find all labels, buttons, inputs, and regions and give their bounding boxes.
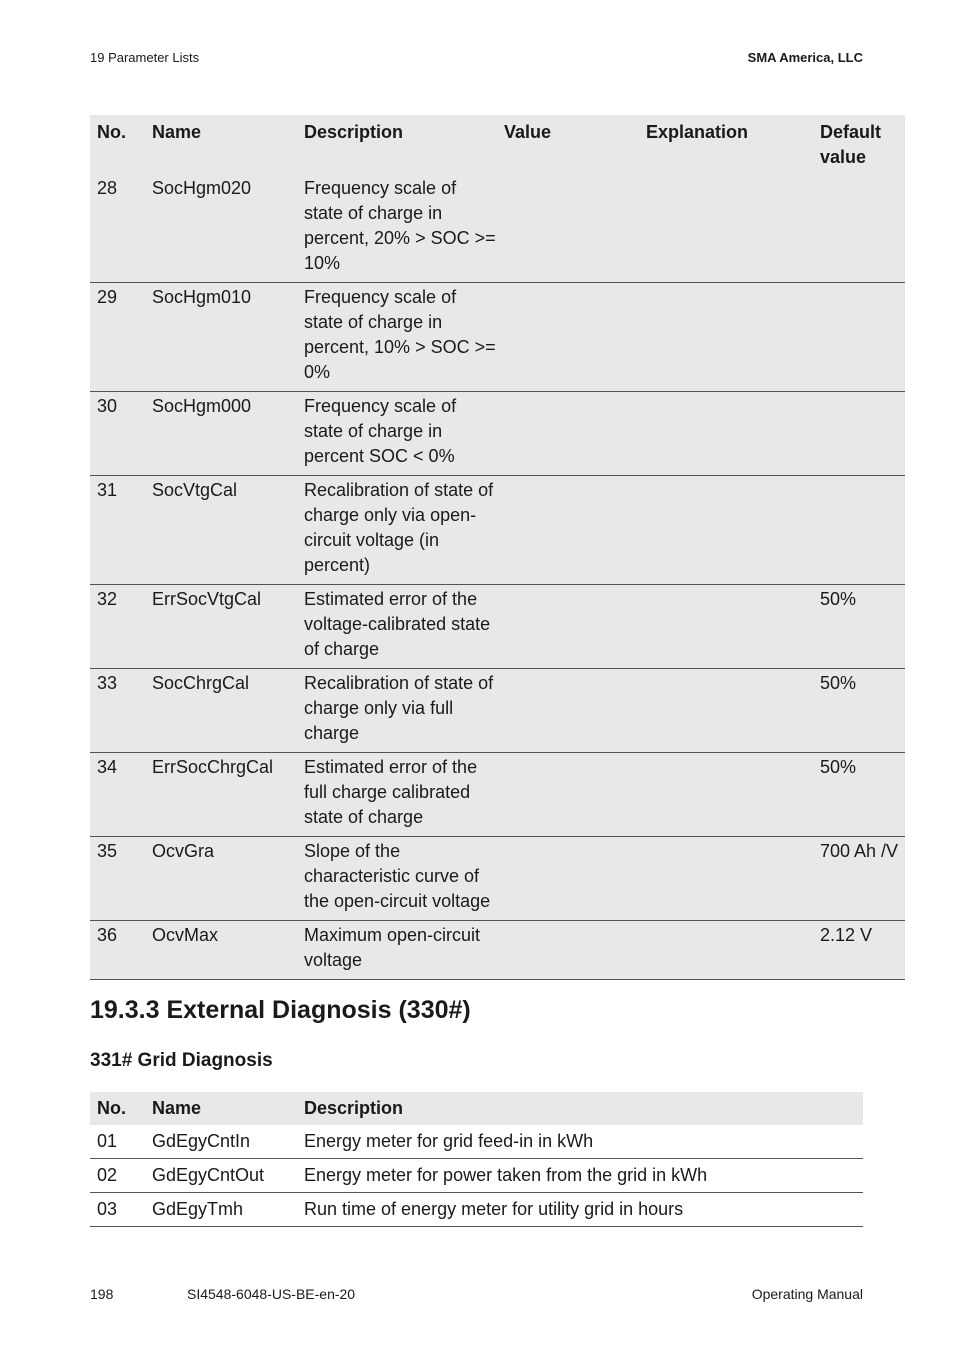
cell-name: ErrSocVtgCal	[145, 585, 297, 669]
header-chapter: 19 Parameter Lists	[90, 50, 200, 65]
table-row	[90, 837, 905, 921]
cell-default: 50%	[813, 669, 905, 753]
cell-value	[497, 476, 639, 585]
cell-description: Estimated error of the voltage-calibrated state of charge	[297, 585, 497, 669]
cell-no: 01	[90, 1125, 145, 1159]
cell-no: 30	[90, 392, 145, 476]
cell-no: 32	[90, 585, 145, 669]
table-header-row	[90, 1092, 863, 1125]
cell-description: Run time of energy meter for utility grid in hours	[297, 1193, 863, 1227]
cell-default	[813, 283, 905, 392]
cell-description: Frequency scale of state of charge in percent, 10% > SOC >= 0%	[297, 283, 497, 392]
cell-name: SocHgm020	[145, 176, 297, 283]
cell-description: Recalibration of state of charge only via full charge	[297, 669, 497, 753]
cell-default: 50%	[813, 753, 905, 837]
cell-name: GdEgyTmh	[145, 1193, 297, 1227]
cell-explanation	[639, 283, 813, 392]
cell-no: 36	[90, 921, 145, 980]
col-header-value: Value	[504, 122, 552, 142]
cell-no: 02	[90, 1159, 145, 1193]
table-row	[90, 921, 905, 980]
table-row	[90, 176, 905, 283]
table-row	[90, 753, 905, 837]
cell-explanation	[639, 176, 813, 283]
footer-manual-title: Operating Manual	[751, 1286, 863, 1302]
table-row	[90, 1125, 863, 1159]
cell-description: Estimated error of the full charge calibrated state of charge	[297, 753, 497, 837]
grid-diagnosis-table	[90, 1092, 863, 1227]
cell-name: SocHgm010	[145, 283, 297, 392]
cell-value	[497, 585, 639, 669]
cell-explanation	[639, 585, 813, 669]
cell-default	[813, 392, 905, 476]
grid-table-body	[90, 1125, 863, 1227]
header-company: SMA America, LLC	[747, 50, 863, 65]
cell-no: 34	[90, 753, 145, 837]
col-header-description: Description	[304, 122, 404, 142]
col-header-explanation: Explanation	[646, 122, 749, 142]
footer-document-id: SI4548-6048-US-BE-en-20	[187, 1286, 356, 1302]
cell-no: 31	[90, 476, 145, 585]
cell-value	[497, 837, 639, 921]
cell-description: Maximum open-circuit voltage	[297, 921, 497, 980]
cell-no: 28	[90, 176, 145, 283]
cell-name: OcvMax	[145, 921, 297, 980]
cell-no: 03	[90, 1193, 145, 1227]
cell-name: GdEgyCntOut	[145, 1159, 297, 1193]
cell-explanation	[639, 392, 813, 476]
parameter-table	[90, 115, 905, 980]
section-title: 19.3.3 External Diagnosis (330#)	[90, 996, 471, 1024]
cell-value	[497, 921, 639, 980]
col-header-no: No.	[90, 1092, 145, 1125]
col-header-default: Default value	[820, 122, 882, 167]
cell-value	[497, 392, 639, 476]
cell-no: 35	[90, 837, 145, 921]
table-row	[90, 1159, 863, 1193]
parameter-table-body	[90, 176, 905, 980]
cell-description: Energy meter for grid feed-in in kWh	[297, 1125, 863, 1159]
cell-name: SocChrgCal	[145, 669, 297, 753]
footer-page-number: 198	[90, 1286, 114, 1302]
table-header-row	[90, 115, 905, 176]
cell-no: 33	[90, 669, 145, 753]
col-header-description: Description	[297, 1092, 863, 1125]
cell-value	[497, 669, 639, 753]
cell-description: Energy meter for power taken from the grid in kWh	[297, 1159, 863, 1193]
cell-description: Slope of the characteristic curve of the open-circuit voltage	[297, 837, 497, 921]
cell-no: 29	[90, 283, 145, 392]
table-row	[90, 476, 905, 585]
col-header-name: Name	[152, 122, 202, 142]
cell-name: GdEgyCntIn	[145, 1125, 297, 1159]
cell-default	[813, 476, 905, 585]
cell-default: 2.12 V	[813, 921, 905, 980]
cell-explanation	[639, 753, 813, 837]
cell-value	[497, 176, 639, 283]
cell-name: ErrSocChrgCal	[145, 753, 297, 837]
cell-description: Frequency scale of state of charge in percent, 20% > SOC >= 10%	[297, 176, 497, 283]
cell-explanation	[639, 476, 813, 585]
table-row	[90, 392, 905, 476]
table-row	[90, 585, 905, 669]
col-header-name: Name	[145, 1092, 297, 1125]
cell-name: SocVtgCal	[145, 476, 297, 585]
table-row	[90, 1193, 863, 1227]
cell-default: 50%	[813, 585, 905, 669]
cell-explanation	[639, 669, 813, 753]
cell-name: OcvGra	[145, 837, 297, 921]
cell-explanation	[639, 837, 813, 921]
subsection-title: 331# Grid Diagnosis	[90, 1050, 273, 1071]
col-header-no: No.	[97, 122, 126, 142]
cell-description: Recalibration of state of charge only via open-circuit voltage (in percent)	[297, 476, 497, 585]
cell-value	[497, 283, 639, 392]
cell-description: Frequency scale of state of charge in percent SOC < 0%	[297, 392, 497, 476]
cell-name: SocHgm000	[145, 392, 297, 476]
cell-explanation	[639, 921, 813, 980]
cell-value	[497, 753, 639, 837]
table-row	[90, 669, 905, 753]
cell-default	[813, 176, 905, 283]
table-row	[90, 283, 905, 392]
cell-default: 700 Ah /V	[813, 837, 905, 921]
